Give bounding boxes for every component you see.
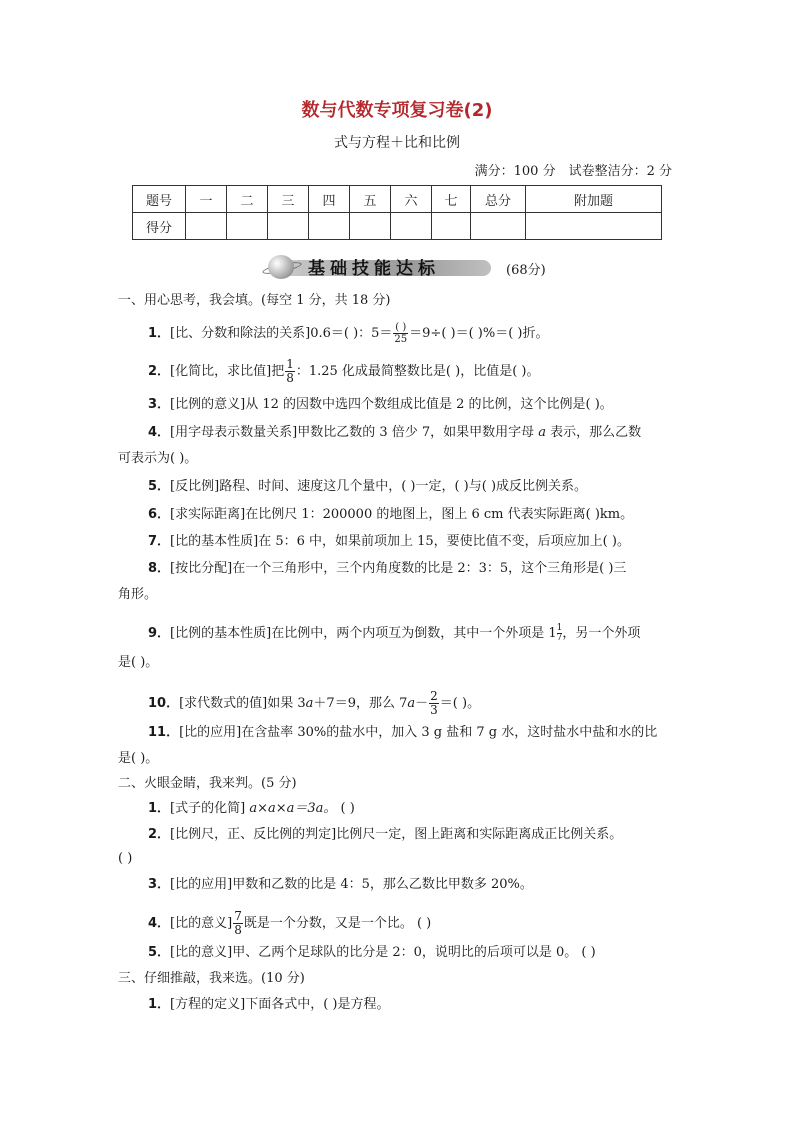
score-header-cell: 二 [227,186,268,213]
score-table-score-row [133,213,662,240]
question-1-4 [148,424,641,442]
score-cell[interactable] [309,213,350,240]
score-info: 满分：100 分 试卷整洁分：2 分 [474,164,672,179]
question-number: 10． [148,696,180,711]
score-header-cell: 七 [432,186,471,213]
question-text: [比、分数和除法的关系]0.6＝( )：5＝ [170,326,393,341]
fraction-numerator: 2 [430,689,438,703]
question-text: [求实际距离]在比例尺 1：200000 的地图上，图上 6 cm 代表实际距离( )km。 [170,507,634,522]
question-number: 4． [148,425,171,440]
question-text: [比例尺，正、反比例的判定]比例尺一定，图上距离和实际距离成正比例关系。 [170,827,623,842]
fraction-numerator: 7 [234,909,242,923]
question-1-2 [148,358,539,385]
question-number: 3． [148,397,171,412]
question-1-1 [148,322,549,345]
section-heading-1: 一、用心思考，我会填。(每空 1 分，共 18 分) [118,293,391,308]
question-number: 11． [148,725,180,740]
question-text: ＝9÷( )＝( )%＝( )折。 [409,326,549,341]
question-text: ：1.25 化成最简整数比是( )，比值是( )。 [295,364,540,379]
question-number: 2． [148,364,171,379]
score-header-cell: 六 [391,186,432,213]
question-text: [化简比，求比值]把 [170,364,285,379]
question-1-8-continued: 角形。 [118,587,158,602]
question-number: 1． [148,326,171,341]
question-text: ，另一个外项 [562,626,641,641]
question-text: 表示，那么乙数 [546,425,642,440]
banner-score: (68分) [506,263,546,278]
question-text: [用字母表示数量关系]甲数比乙数的 3 倍少 7，如果甲数用字母 [170,425,539,440]
fraction-denominator: 3 [430,703,438,717]
answer-blank: ( ) [336,801,355,816]
score-header-cell: 附加题 [526,186,662,213]
question-number: 2． [148,827,171,842]
fraction-denominator: 8 [234,923,242,937]
question-number: 8． [148,561,171,576]
fraction-numerator: 1 [556,623,563,633]
score-cell[interactable] [391,213,432,240]
question-text: [式子的化简] [170,801,250,816]
score-cell[interactable] [227,213,268,240]
question-number: 1． [148,997,171,1012]
score-cell[interactable] [526,213,662,240]
score-header-cell: 一 [186,186,227,213]
page-subtitle: 式与方程＋比和比例 [334,135,460,151]
question-text: [比例的意义]从 12 的因数中选四个数组成比值是 2 的比例，这个比例是( )。 [170,397,613,412]
question-text: 既是一个分数，又是一个比。 ( ) [243,916,432,931]
question-1-6 [148,506,633,524]
math-expression: a×a×a＝3a。 [249,801,337,816]
question-text: [比例的基本性质]在比例中，两个内项互为倒数，其中一个外项是 1 [170,626,557,641]
question-text: [按比分配]在一个三角形中，三个内角度数的比是 2：3：5，这个三角形是( )三 [170,561,627,576]
question-2-1 [148,800,355,818]
question-1-10 [148,690,480,717]
question-1-7 [148,533,630,551]
section-heading-3: 三、仔细推敲，我来选。(10 分) [118,971,305,986]
question-1-11 [148,724,657,742]
banner-title: 基础技能达标 [308,259,440,279]
fraction-numerator: 1 [286,357,294,371]
question-2-2-answer: ( ) [118,851,133,866]
score-header-cell: 五 [350,186,391,213]
question-1-5 [148,478,587,496]
score-header-cell: 三 [268,186,309,213]
question-number: 4． [148,916,171,931]
question-text: [求代数式的值]如果 3 [179,696,306,711]
question-1-8 [148,560,626,578]
question-text: [比的意义] [170,916,233,931]
score-cell[interactable] [350,213,391,240]
question-text: [比的应用]在含盐率 30%的盐水中，加入 3 g 盐和 7 g 水，这时盐水中盐和水的比 [179,725,658,740]
question-number: 6． [148,507,171,522]
question-text: － [415,696,429,711]
question-1-4-continued: 可表示为( )。 [118,451,198,466]
question-2-3 [148,876,533,894]
question-number: 1． [148,801,171,816]
question-1-9-continued: 是( )。 [118,655,159,670]
question-3-1 [148,996,389,1014]
question-1-9 [148,624,640,643]
score-header-cell: 四 [309,186,350,213]
question-number: 7． [148,534,171,549]
fraction [233,910,243,937]
score-table [132,185,662,240]
variable: a [407,696,416,711]
section-heading-2: 二、火眼金睛，我来判。(5 分) [118,776,297,791]
question-number: 9． [148,626,171,641]
fraction [393,322,408,345]
question-1-3 [148,396,613,414]
fraction-denominator: 25 [394,334,408,345]
score-row-label: 得分 [133,213,186,240]
question-number: 5． [148,479,171,494]
score-cell[interactable] [471,213,526,240]
fraction [285,358,295,385]
score-header-cell: 总分 [471,186,526,213]
question-2-2 [148,826,622,844]
planet-icon [268,255,294,279]
page-title: 数与代数专项复习卷(2) [301,100,493,121]
question-text: [方程的定义]下面各式中，( )是方程。 [170,997,390,1012]
question-1-11-continued: 是( )。 [118,751,159,766]
variable: a [538,425,547,440]
question-text: ＋7＝9，那么 7 [313,696,408,711]
question-text: ＝( )。 [439,696,481,711]
question-number: 3． [148,877,171,892]
score-header-cell: 题号 [133,186,186,213]
section-banner [268,254,568,280]
question-2-5 [148,944,596,962]
variable: a [305,696,314,711]
question-text: [比的意义]甲、乙两个足球队的比分是 2：0，说明比的后项可以是 0。 ( ) [170,945,596,960]
question-2-4 [148,910,431,937]
question-number: 5． [148,945,171,960]
score-cell[interactable] [186,213,227,240]
fraction-denominator: 7 [556,633,563,643]
question-text: [比的应用]甲数和乙数的比是 4：5，那么乙数比甲数多 20%。 [170,877,533,892]
score-cell[interactable] [268,213,309,240]
score-table-header-row [133,186,662,213]
question-text: [比的基本性质]在 5：6 中，如果前项加上 15，要使比值不变，后项应加上( )。 [170,534,630,549]
score-cell[interactable] [432,213,471,240]
question-text: [反比例]路程、时间、速度这几个量中，( )一定，( )与( )成反比例关系。 [170,479,588,494]
fraction [429,690,439,717]
fraction-numerator: ( ) [395,322,407,333]
fraction-denominator: 8 [286,371,294,385]
